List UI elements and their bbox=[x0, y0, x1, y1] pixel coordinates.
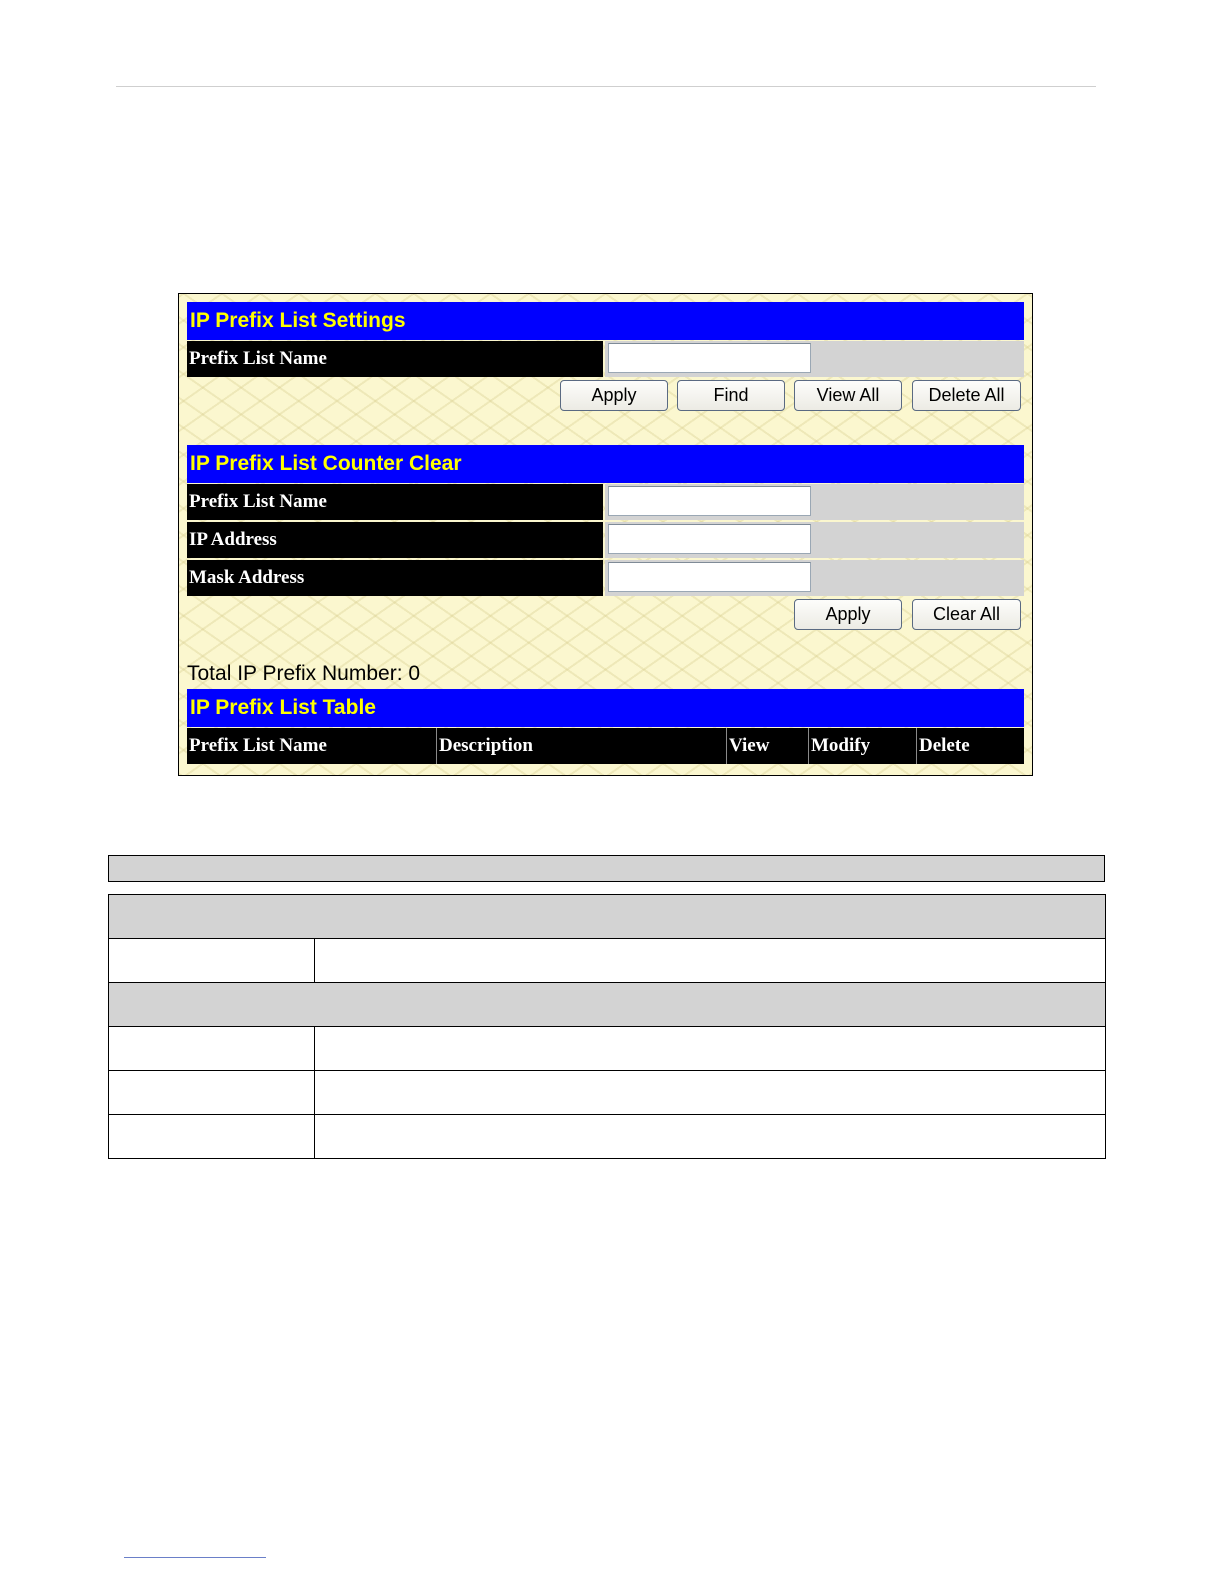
description-group-row bbox=[109, 895, 1106, 939]
col-description: Description bbox=[437, 728, 726, 764]
counter-apply-button[interactable]: Apply bbox=[794, 599, 902, 630]
table-row bbox=[109, 1071, 1106, 1115]
mask-address-input[interactable] bbox=[608, 562, 811, 592]
counter-clear-header: IP Prefix List Counter Clear bbox=[187, 445, 1024, 483]
param-cell bbox=[109, 1027, 315, 1071]
col-view: View bbox=[727, 728, 808, 764]
counter-prefix-list-name-input[interactable] bbox=[608, 486, 811, 516]
settings-prefix-list-name-input[interactable] bbox=[608, 343, 811, 373]
param-cell bbox=[109, 1115, 315, 1159]
table-row bbox=[109, 1027, 1106, 1071]
col-delete: Delete bbox=[917, 728, 1024, 764]
table-row bbox=[109, 939, 1106, 983]
description-table-header bbox=[108, 855, 1105, 882]
desc-cell bbox=[315, 939, 1106, 983]
view-all-button[interactable]: View All bbox=[794, 380, 902, 411]
clear-all-button[interactable]: Clear All bbox=[912, 599, 1021, 630]
footer-link-underline bbox=[124, 1557, 266, 1558]
find-button[interactable]: Find bbox=[677, 380, 785, 411]
ip-address-input[interactable] bbox=[608, 524, 811, 554]
table-header-row bbox=[187, 728, 1024, 764]
desc-cell bbox=[315, 1115, 1106, 1159]
description-group-row bbox=[109, 983, 1106, 1027]
delete-all-button[interactable]: Delete All bbox=[912, 380, 1021, 411]
counter-prefix-list-name-label: Prefix List Name bbox=[187, 484, 603, 520]
table-row bbox=[109, 1115, 1106, 1159]
table-header: IP Prefix List Table bbox=[187, 689, 1024, 727]
col-modify: Modify bbox=[809, 728, 916, 764]
description-table bbox=[108, 894, 1106, 1159]
ip-address-label: IP Address bbox=[187, 522, 603, 558]
col-prefix-list-name: Prefix List Name bbox=[187, 728, 435, 764]
settings-apply-button[interactable]: Apply bbox=[560, 380, 668, 411]
screenshot-panel bbox=[178, 293, 1033, 776]
settings-header: IP Prefix List Settings bbox=[187, 302, 1024, 340]
param-cell bbox=[109, 1071, 315, 1115]
top-divider bbox=[116, 86, 1096, 87]
total-prefix-number: Total IP Prefix Number: 0 bbox=[187, 662, 421, 685]
desc-cell bbox=[315, 1071, 1106, 1115]
settings-prefix-list-name-label: Prefix List Name bbox=[187, 341, 603, 377]
mask-address-label: Mask Address bbox=[187, 560, 603, 596]
param-cell bbox=[109, 939, 315, 983]
desc-cell bbox=[315, 1027, 1106, 1071]
